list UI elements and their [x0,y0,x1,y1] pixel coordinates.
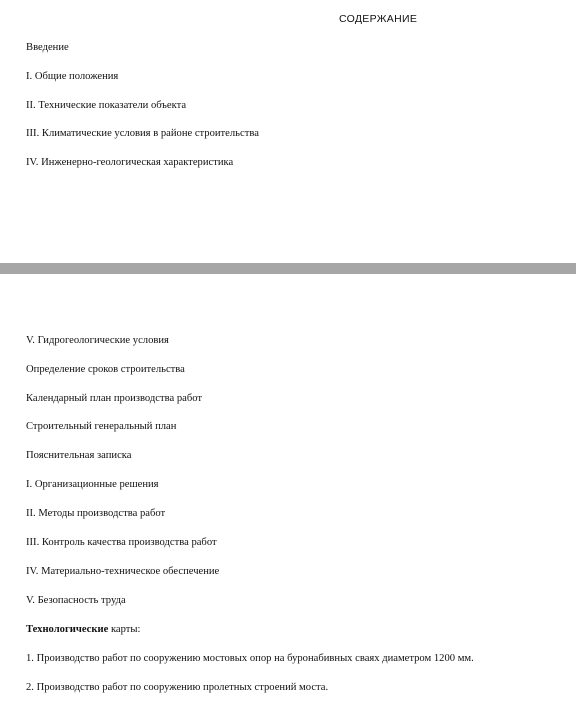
toc-item-work-methods: II. Методы производства работ [26,508,166,519]
toc-item-pier-works: 1. Производство работ по сооружению мостовых опор на буронабивных сваях диаметром 1200 мм. [26,653,474,664]
toc-item-labor-safety: V. Безопасность труда [26,595,126,606]
toc-title: СОДЕРЖАНИЕ [339,13,418,25]
toc-item-span-works: 2. Производство работ по сооружению пролетных строений моста. [26,682,329,693]
toc-item-quality-control: III. Контроль качества производства работ [26,537,217,548]
tech-cards-rest: карты: [108,624,141,635]
toc-item-hydrogeological-conditions: V. Гидрогеологические условия [26,335,169,346]
tech-cards-bold: Технологические [26,624,109,635]
toc-item-general-plan: Строительный генеральный план [26,421,177,432]
toc-item-organizational-decisions: I. Организационные решения [26,479,159,490]
toc-item-introduction: Введение [26,42,69,53]
toc-item-technical-indicators: II. Технические показатели объекта [26,100,187,111]
document-page-2 [0,274,576,707]
toc-item-climatic-conditions: III. Климатические условия в районе строительства [26,128,259,139]
page-separator [0,263,576,274]
toc-item-material-support: IV. Материально-техническое обеспечение [26,566,220,577]
toc-item-explanatory-note: Пояснительная записка [26,450,132,461]
toc-item-calendar-plan: Календарный план производства работ [26,393,202,404]
toc-item-technological-cards [26,623,140,636]
toc-item-general-provisions: I. Общие положения [26,71,119,82]
toc-item-geological-characteristics: IV. Инженерно-геологическая характеристика [26,157,234,168]
toc-item-construction-terms: Определение сроков строительства [26,364,185,375]
document-page-1 [0,0,576,263]
